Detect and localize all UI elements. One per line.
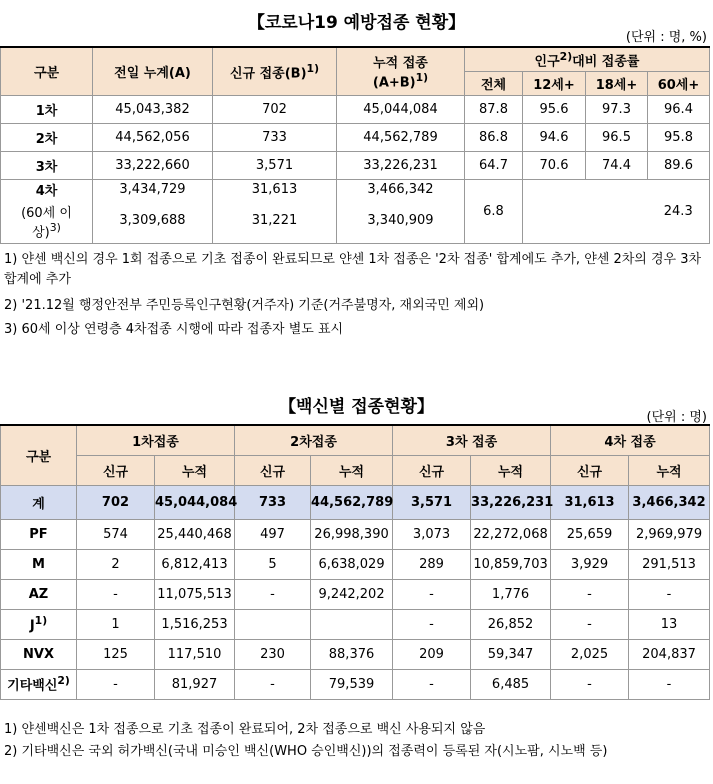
table2-note-1: 1) 얀센백신은 1차 접종으로 기초 접종이 완료되어, 2차 접종으로 백신 사용되지 않음 (4, 722, 486, 737)
table2-note-2: 2) 기타백신은 국외 허가백신(국내 미승인 백신(WHO 승인백신))의 접종력이 등록된 자(시노팜, 시노백 등) (4, 744, 608, 759)
cell (523, 179, 586, 243)
cell: 3,073 (393, 519, 471, 549)
cell: 497 (235, 519, 311, 549)
cell: 45,043,382 (93, 95, 213, 123)
cell: 1,776 (471, 579, 551, 609)
cell: 88,376 (311, 639, 393, 669)
cell: 733 (213, 123, 337, 151)
cell: 86.8 (465, 123, 523, 151)
header-cum: 누적 (629, 455, 710, 485)
cell: - (629, 669, 710, 699)
cell: 9,242,202 (311, 579, 393, 609)
table1-note-3: 3) 60세 이상 연령층 4차접종 시행에 따라 접종자 별도 표시 (4, 322, 344, 337)
cell: 6,638,029 (311, 549, 393, 579)
cell: 1 (77, 609, 155, 639)
cell: - (393, 609, 471, 639)
cell: - (393, 669, 471, 699)
cell: 25,659 (551, 519, 629, 549)
header-new: 신규 (235, 455, 311, 485)
cell: 22,272,068 (471, 519, 551, 549)
cell: 117,510 (155, 639, 235, 669)
cell: 702 (213, 95, 337, 123)
cell: 81,927 (155, 669, 235, 699)
table-row (1, 669, 710, 699)
cell: 33,226,231 (471, 485, 551, 519)
header-60plus: 60세+ (648, 71, 710, 95)
cell: 13 (629, 609, 710, 639)
cell (586, 179, 648, 243)
header-cumulative: 누적 접종 $(A+B)^{1)}$ (337, 47, 465, 95)
cell: 6.8 (465, 179, 523, 243)
header-gubun: 구분 (1, 425, 77, 485)
header-all: 전체 (465, 71, 523, 95)
cell: 45,044,084 (337, 95, 465, 123)
cell: 5 (235, 549, 311, 579)
table2-unit: (단위 : 명) (646, 410, 707, 425)
vaccination-status-table (0, 46, 710, 244)
cell: 209 (393, 639, 471, 669)
cell: 33,226,231 (337, 151, 465, 179)
row-label: M (1, 549, 77, 579)
cell: 3,340,909 (337, 199, 465, 243)
cell (235, 609, 311, 639)
cell: 70.6 (523, 151, 586, 179)
cell: 94.6 (523, 123, 586, 151)
cell: 3,434,729 (93, 179, 213, 199)
cell: 97.3 (586, 95, 648, 123)
header-dose4: 4차 접종 (551, 425, 710, 455)
table-row (1, 579, 710, 609)
cell: 26,998,390 (311, 519, 393, 549)
cell: - (551, 579, 629, 609)
vaccine-type-table (0, 424, 710, 700)
cell: 11,075,513 (155, 579, 235, 609)
cell: 25,440,468 (155, 519, 235, 549)
header-new: 신규 (77, 455, 155, 485)
header-new-doses: 신규 접종$(B)^{1)}$ (213, 47, 337, 95)
table-row (1, 485, 710, 519)
table2-title: 【백신별 접종현황】 (279, 397, 434, 417)
cell: 3,466,342 (337, 179, 465, 199)
cell: 33,222,660 (93, 151, 213, 179)
row-label: PF (1, 519, 77, 549)
cell: 291,513 (629, 549, 710, 579)
cell: 59,347 (471, 639, 551, 669)
row-label: 기타백신$^{2)}$ (1, 669, 77, 699)
cell: 125 (77, 639, 155, 669)
cell (311, 609, 393, 639)
cell: 2,969,979 (629, 519, 710, 549)
row-label: 1차 (1, 95, 93, 123)
cell: - (629, 579, 710, 609)
table-row (1, 95, 710, 123)
cell: - (393, 579, 471, 609)
row-label: 2차 (1, 123, 93, 151)
cell: 6,485 (471, 669, 551, 699)
cell: - (77, 579, 155, 609)
cell: 3,571 (213, 151, 337, 179)
cell: 31,613 (551, 485, 629, 519)
cell: 230 (235, 639, 311, 669)
row-label-60plus: (60세 이 상)$^{3)}$ (1, 199, 93, 243)
header-cum: 누적 (311, 455, 393, 485)
cell: 74.4 (586, 151, 648, 179)
cell: 1,516,253 (155, 609, 235, 639)
table-row (1, 151, 710, 179)
table-row (1, 123, 710, 151)
header-cum: 누적 (155, 455, 235, 485)
cell: 79,539 (311, 669, 393, 699)
cell: 44,562,789 (311, 485, 393, 519)
cell: - (77, 669, 155, 699)
header-12plus: 12세+ (523, 71, 586, 95)
cell: 26,852 (471, 609, 551, 639)
header-rate: 인구$^{2)}$대비 접종률 (465, 47, 710, 71)
table-row (1, 639, 710, 669)
cell: 3,466,342 (629, 485, 710, 519)
row-label: NVX (1, 639, 77, 669)
cell: 574 (77, 519, 155, 549)
header-prev-total: 전일 누계(A) (93, 47, 213, 95)
header-gubun: 구분 (1, 47, 93, 95)
cell: - (235, 669, 311, 699)
cell: 45,044,084 (155, 485, 235, 519)
cell: 44,562,056 (93, 123, 213, 151)
cell: 95.6 (523, 95, 586, 123)
cell: 3,571 (393, 485, 471, 519)
table-row (1, 609, 710, 639)
row-label: 3차 (1, 151, 93, 179)
cell: 733 (235, 485, 311, 519)
cell: 96.5 (586, 123, 648, 151)
row-label: $J^{1)}$ (1, 609, 77, 639)
row-label: 4차 (1, 179, 93, 199)
table-row (1, 549, 710, 579)
header-dose2: 2차접종 (235, 425, 393, 455)
cell: 6,812,413 (155, 549, 235, 579)
cell: 64.7 (465, 151, 523, 179)
header-new: 신규 (551, 455, 629, 485)
cell: 2,025 (551, 639, 629, 669)
table-row (1, 519, 710, 549)
cell: 3,309,688 (93, 199, 213, 243)
table1-unit: (단위 : 명, %) (625, 30, 707, 45)
cell: 89.6 (648, 151, 710, 179)
cell: 96.4 (648, 95, 710, 123)
cell: - (235, 579, 311, 609)
header-18plus: 18세+ (586, 71, 648, 95)
table1-note-1: 1) 얀센 백신의 경우 1회 접종으로 기초 접종이 완료되므로 얀센 1차 접종은 '2차 접종' 합계에도 추가, 얀센 2차의 경우 3차 합계에 추가 (4, 252, 702, 287)
cell: 24.3 (648, 179, 710, 243)
cell: 31,613 (213, 179, 337, 199)
row-label: AZ (1, 579, 77, 609)
table-row (1, 179, 710, 199)
cell: - (551, 609, 629, 639)
cell: 95.8 (648, 123, 710, 151)
cell: 289 (393, 549, 471, 579)
cell: 3,929 (551, 549, 629, 579)
header-new: 신규 (393, 455, 471, 485)
cell: - (551, 669, 629, 699)
header-dose3: 3차 접종 (393, 425, 551, 455)
cell: 2 (77, 549, 155, 579)
header-dose1: 1차접종 (77, 425, 235, 455)
cell: 204,837 (629, 639, 710, 669)
header-cum: 누적 (471, 455, 551, 485)
cell: 87.8 (465, 95, 523, 123)
cell: 31,221 (213, 199, 337, 243)
cell: 702 (77, 485, 155, 519)
table1-note-2: 2) '21.12월 행정안전부 주민등록인구현황(거주자) 기준(거주불명자, 재외국민 제외) (4, 298, 485, 313)
cell: 10,859,703 (471, 549, 551, 579)
table1-title: 【코로나19 예방접종 현황】 (247, 13, 466, 33)
row-label: 계 (1, 485, 77, 519)
cell: 44,562,789 (337, 123, 465, 151)
